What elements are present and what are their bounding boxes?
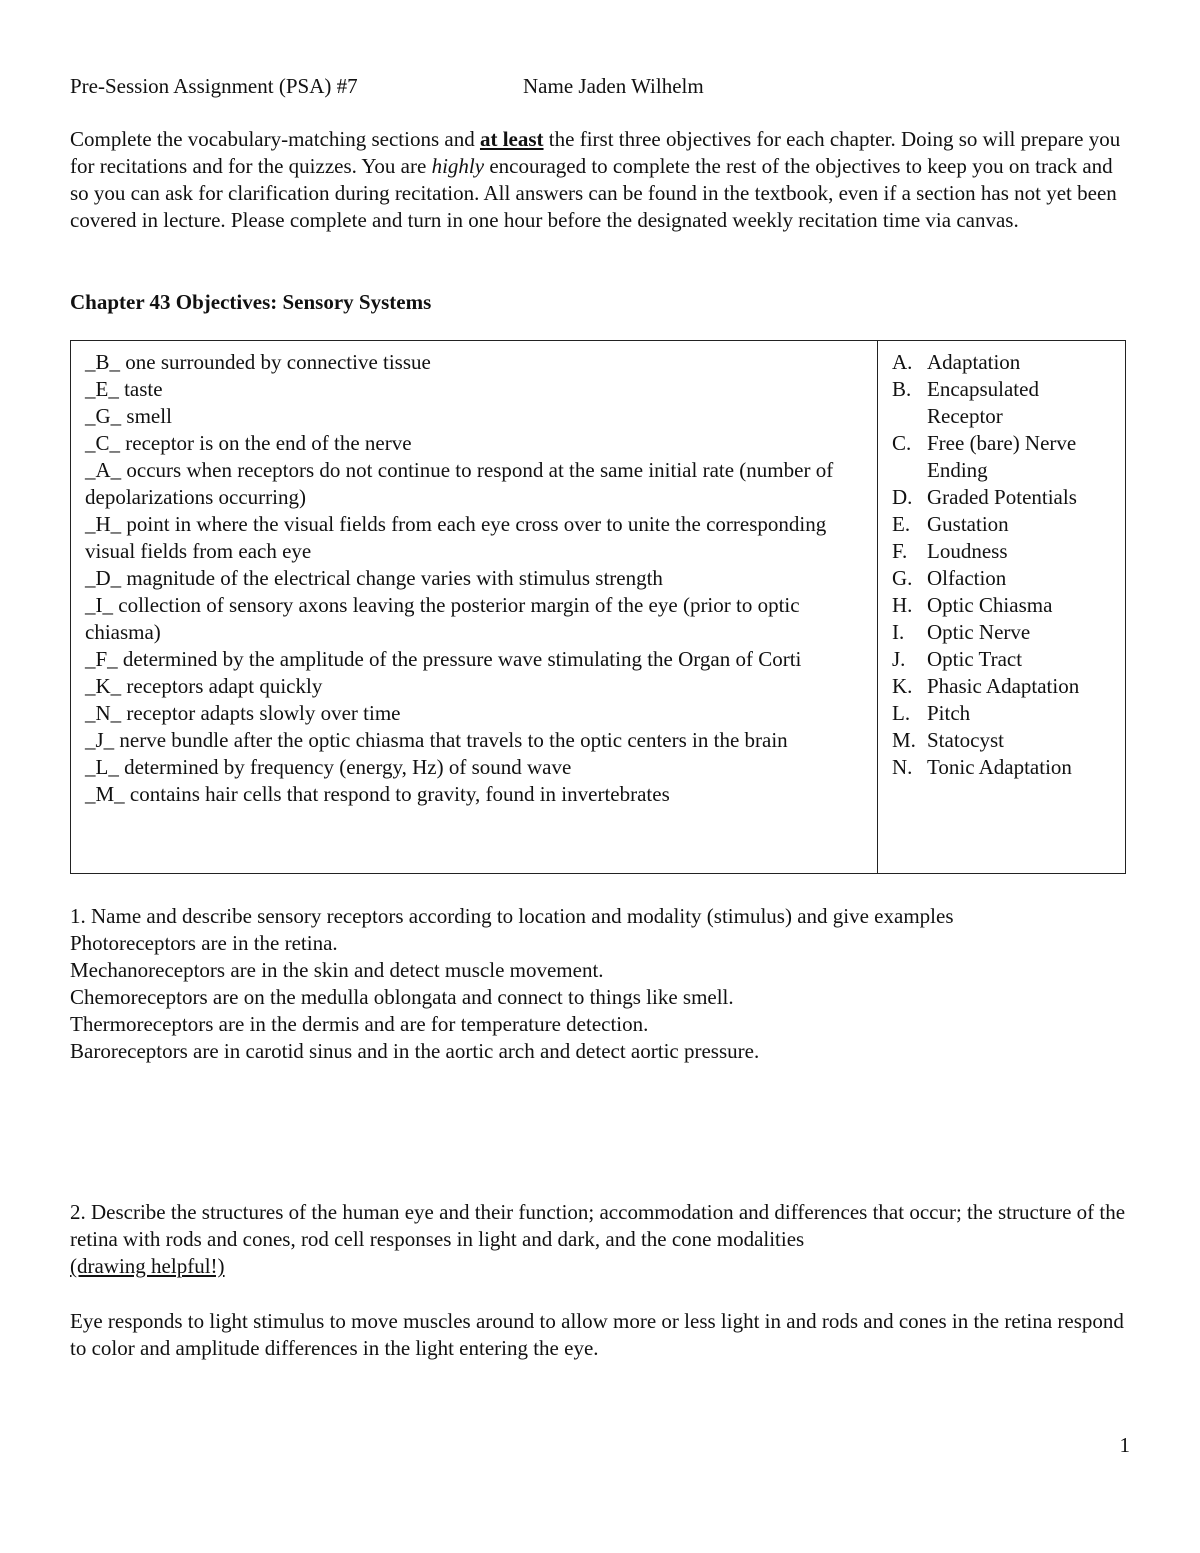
- term-item: [892, 430, 1113, 484]
- term-item: [892, 619, 1113, 646]
- term-text: Encapsulated Receptor: [927, 377, 1039, 428]
- question-1-prompt: 1. Name and describe sensory receptors according to location and modality (stimulus) and give examples: [70, 904, 954, 928]
- term-item: [892, 538, 1113, 565]
- term-letter: B.: [892, 377, 912, 401]
- question-2-prompt: 2. Describe the structures of the human eye and their function; accommodation and differences that occur; the structure of the retina with rods and cones, rod cell responses in light and dark, and the cone modalities: [70, 1200, 1126, 1251]
- term-letter: F.: [892, 539, 908, 563]
- vocabulary-matching-table: [70, 340, 1126, 874]
- term-text: Free (bare) Nerve Ending: [927, 431, 1077, 482]
- term-text: Statocyst: [927, 728, 1004, 752]
- question-2-hint: (drawing helpful!): [70, 1254, 225, 1278]
- question-1-answer-line: Chemoreceptors are on the medulla oblongata and connect to things like smell.: [70, 985, 734, 1009]
- term-letter: C.: [892, 431, 912, 455]
- term-text: Loudness: [927, 539, 1008, 563]
- definition-item: _I_ collection of sensory axons leaving the posterior margin of the eye (prior to optic chiasma): [85, 593, 800, 644]
- term-letter: I.: [892, 620, 905, 644]
- term-text: Optic Chiasma: [927, 593, 1053, 617]
- term-text: Gustation: [927, 512, 1009, 536]
- instructions-text-2: the first three objectives for each chapter. Doing so will prepare you for recitations and for the quizzes. You are: [70, 127, 1121, 178]
- term-letter: D.: [892, 485, 913, 509]
- term-letter: M.: [892, 728, 916, 752]
- term-letter: A.: [892, 350, 913, 374]
- term-text: Adaptation: [927, 350, 1021, 374]
- term-item: [892, 565, 1113, 592]
- term-text: Pitch: [927, 701, 971, 725]
- question-1-answer-line: Mechanoreceptors are in the skin and detect muscle movement.: [70, 958, 604, 982]
- term-text: Phasic Adaptation: [927, 674, 1080, 698]
- term-item: [892, 700, 1113, 727]
- definition-item: _K_ receptors adapt quickly: [85, 674, 323, 698]
- question-2-answer: Eye responds to light stimulus to move muscles around to allow more or less light in and rods and cones in the retina respond to color and amplitude differences in the light entering the eye.: [70, 1309, 1124, 1360]
- term-letter: J.: [892, 647, 906, 671]
- term-item: [892, 484, 1113, 511]
- student-name: Name Jaden Wilhelm: [523, 74, 704, 98]
- term-letter: E.: [892, 512, 911, 536]
- term-item: [892, 592, 1113, 619]
- instructions-italic: highly: [431, 154, 485, 178]
- question-2-block: [70, 1199, 1130, 1280]
- term-letter: G.: [892, 566, 913, 590]
- instructions-text-3: encouraged to complete the rest of the objectives to keep you on track and so you can ask for clarification during recitation. All answers can be found in the textbook, even if a section has not yet been covered in lecture. Please complete and turn in one hour before the designated weekly recitation time via canvas.: [70, 154, 1117, 232]
- question-1-answer-line: Thermoreceptors are in the dermis and are for temperature detection.: [70, 1012, 649, 1036]
- definition-item: _L_ determined by frequency (energy, Hz) of sound wave: [85, 755, 572, 779]
- term-item: [892, 646, 1113, 673]
- definition-item: _D_ magnitude of the electrical change varies with stimulus strength: [85, 566, 663, 590]
- instructions-text-1: Complete the vocabulary-matching sections and: [70, 127, 480, 151]
- instructions-emphasis: at least: [479, 127, 544, 151]
- definition-item: _E_ taste: [85, 377, 163, 401]
- question-1-answer-line: Baroreceptors are in carotid sinus and in the aortic arch and detect aortic pressure.: [70, 1039, 760, 1063]
- term-letter: N.: [892, 755, 913, 779]
- definition-item: _G_ smell: [85, 404, 172, 428]
- definition-item: _M_ contains hair cells that respond to gravity, found in invertebrates: [85, 782, 670, 806]
- term-item: [892, 511, 1113, 538]
- definitions-column: [71, 341, 878, 874]
- term-item: [892, 376, 1113, 430]
- term-text: Graded Potentials: [927, 485, 1077, 509]
- term-text: Optic Tract: [927, 647, 1023, 671]
- page-number: 1: [1119, 1433, 1130, 1457]
- definition-item: _F_ determined by the amplitude of the pressure wave stimulating the Organ of Corti: [85, 647, 802, 671]
- definition-item: _C_ receptor is on the end of the nerve: [85, 431, 412, 455]
- question-1-answer-line: Photoreceptors are in the retina.: [70, 931, 338, 955]
- question-1-block: [70, 903, 1130, 1065]
- term-letter: K.: [892, 674, 913, 698]
- definition-item: _N_ receptor adapts slowly over time: [85, 701, 401, 725]
- term-item: [892, 727, 1113, 754]
- assignment-title: Pre-Session Assignment (PSA) #7: [70, 74, 358, 98]
- term-text: Olfaction: [927, 566, 1007, 590]
- term-item: [892, 349, 1113, 376]
- term-item: [892, 754, 1113, 781]
- definition-item: _J_ nerve bundle after the optic chiasma that travels to the optic centers in the brain: [85, 728, 788, 752]
- instructions-paragraph: [70, 126, 1130, 234]
- term-letter: L.: [892, 701, 911, 725]
- definition-item: _A_ occurs when receptors do not continue to respond at the same initial rate (number of depolarizations occurring): [85, 458, 834, 509]
- term-item: [892, 673, 1113, 700]
- term-text: Tonic Adaptation: [927, 755, 1072, 779]
- term-letter: H.: [892, 593, 913, 617]
- term-text: Optic Nerve: [927, 620, 1031, 644]
- definition-item: _B_ one surrounded by connective tissue: [85, 350, 431, 374]
- chapter-title: Chapter 43 Objectives: Sensory Systems: [70, 290, 432, 314]
- terms-column: [878, 341, 1126, 874]
- definition-item: _H_ point in where the visual fields from each eye cross over to unite the corresponding visual fields from each eye: [85, 512, 827, 563]
